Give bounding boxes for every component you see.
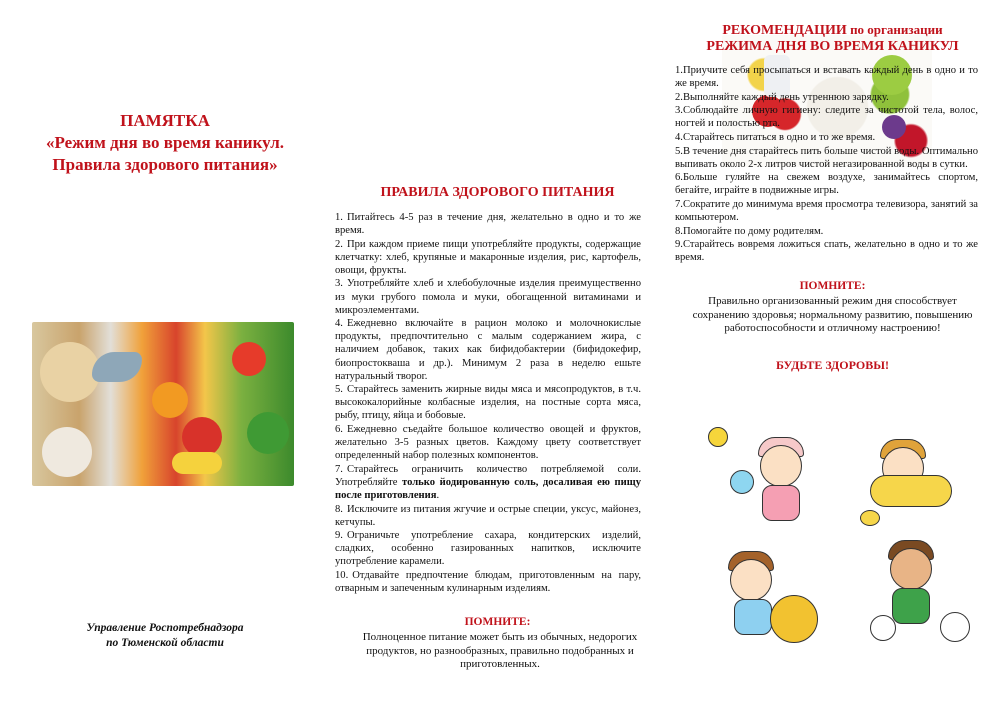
tricycle-kid-illustration [860,540,990,650]
nutrition-rule-number: 8. [335,503,343,515]
recommendations-heading [665,22,1000,55]
regime-remember-heading: ПОМНИТЕ: [799,280,866,292]
nutrition-rule-number: 6. [335,424,343,435]
regime-recommendation-number: 3. [675,105,683,117]
nutrition-rule-text: Ежедневно съедайте большое количество овощей и фруктов, желательно 3-5 разных цветов. Каждому цвету соответствует определенный набор полезных компонентов. [335,424,641,462]
nutrition-rule-text: Старайтесь заменить жирные виды мяса и мясопродуктов, в т.ч. высококалорийные колбасные изделия, на постные сорта мяса, рыбу, птицу, яйца и бобовые. [335,384,641,422]
nutrition-rule [335,383,641,422]
org-line-2: по Тюменской области [106,637,224,649]
nutrition-rule-number: 4. [335,318,343,330]
ice-cream-kid-illustration [720,425,850,535]
beach-ball-kid-illustration [710,545,840,655]
regime-recommendation-text: Сократите до минимума время просмотра телевизора, занятий за компьютером. [675,198,978,224]
organization-credit [60,621,270,651]
regime-recommendation-number: 4. [675,131,683,143]
nutrition-rule [335,463,641,502]
regime-recommendation [675,145,978,171]
regime-recommendation-number: 5. [675,145,683,157]
nutrition-rules-heading: ПРАВИЛА ЗДОРОВОГО ПИТАНИЯ [380,185,615,200]
title-line-3: Правила здорового питания» [52,155,278,174]
regime-recommendation-number: 9. [675,239,683,251]
nutrition-rule [335,569,641,595]
regime-recommendation-number: 8. [675,225,683,237]
nutrition-rule-text-cont: Употребляйте [335,476,403,488]
nutrition-rule [335,503,641,529]
nutrition-rule-text: При каждом приеме пищи употребляйте продукты, содержащие клетчатку: хлеб, крупяные и макаронные изделия, рис, картофель, овощи, фрукты. [335,238,641,276]
nutrition-rule-number: 10. [335,570,349,582]
nutrition-rule-text: Ежедневно включайте в рацион молоко и молочнокислые продукты, предпочтительно с малым содержанием жира, с наличием добавок, таких как бифидобактерии (бифидокефир, биопростокваша и др.). Минимум 2 раза в неделю ешьте натуральный творог. [335,318,641,382]
regime-recommendation [675,64,978,90]
nutrition-rule-text: Питайтесь 4-5 раз в течение дня, желательно в одно и то же время. [335,212,641,237]
recommendations-heading-main: РЕКОМЕНДАЦИИ [722,23,847,38]
regime-recommendation [675,91,978,104]
nutrition-rule [335,423,641,462]
regime-recommendation-text: Старайтесь питаться в одно и то же время. [682,131,876,143]
regime-recommendation [675,225,978,238]
nutrition-rule-text: Старайтесь ограничить количество потребляемой соли. [346,463,641,475]
regime-recommendation-number: 2. [675,91,683,103]
regime-recommendation-text: Соблюдайте личную гигиену: следите за чистотой тела, волос, ногтей и полостью рта. [675,105,978,130]
nutrition-remember-heading: ПОМНИТЕ: [464,616,531,628]
daily-regime-list [675,64,978,265]
healthy-food-photo [32,322,294,486]
nutrition-rule-number: 5. [335,384,343,396]
regime-recommendation-text: В течение дня старайтесь пить больше чистой воды. Оптимально выпивать около 2-х литров чистой негазированной воды в сутки. [675,145,978,170]
regime-recommendation [675,238,978,264]
nutrition-rules-list [335,211,641,596]
regime-recommendation [675,131,978,144]
nutrition-rule [335,238,641,277]
children-illustration [700,415,990,665]
regime-recommendation-text: Больше гуляйте на свежем воздухе, занимайтесь спортом, бегайте, играйте в подвижные игры. [675,172,978,197]
nutrition-rule-number: 2. [335,238,343,250]
nutrition-rule-number: 3. [335,278,343,290]
nutrition-remember-text: Полноценное питание может быть из обычных, недорогих продуктов, но разнообразных, правильно подобранных и приготовленных. [362,631,638,670]
recommendations-heading-line2: РЕЖИМА ДНЯ ВО ВРЕМЯ КАНИКУЛ [706,39,959,54]
title-line-1: ПАМЯТКА [120,111,210,130]
regime-recommendation-text: Приучите себя просыпаться и вставать каждый день в одно и то же время. [675,65,978,90]
nutrition-rule [335,277,641,316]
nutrition-rule-number: 7. [335,463,343,475]
left-panel [0,0,330,705]
regime-remember-text: Правильно организованный режим дня способствует сохранению здоровья; нормальному развитию, повышению работоспособности и отличному настроению! [692,295,973,334]
regime-recommendation [675,104,978,130]
be-healthy-closing: БУДЬТЕ ЗДОРОВЫ! [776,358,889,372]
nutrition-rule-text: Исключите из питания жгучие и острые специи, уксус, майонез, кетчупы. [335,503,641,528]
regime-recommendation [675,198,978,224]
nutrition-rule-text: Ограничьте употребление сахара, кондитерских изделий, сладких, особенно газированных напитков, исключите употребление карамели. [335,530,641,568]
nutrition-rule [335,317,641,382]
regime-recommendation-number: 6. [675,172,683,184]
swimming-kid-illustration [860,425,990,535]
nutrition-rule-bold-text: только йодированную соль, досаливая ею пищу после приготовления [335,476,641,501]
brochure-title [20,110,310,176]
recommendations-heading-sub: по организации [846,22,943,37]
nutrition-rule-number: 9. [335,530,343,542]
nutrition-rule [335,211,641,237]
regime-recommendation-text: Старайтесь вовремя ложиться спать, желательно в одно и то же время. [675,239,978,264]
regime-recommendation [675,171,978,197]
regime-recommendation-number: 1. [675,65,683,76]
nutrition-rule-text: Отдавайте предпочтение блюдам, приготовленным на пару, отварным и запеченным кулинарным изделиям. [335,570,641,595]
regime-recommendation-text: Помогайте по дому родителям. [682,225,824,237]
right-panel [665,0,1000,705]
title-line-2: «Режим дня во время каникул. [45,133,285,152]
nutrition-rule-text-end: . [436,489,440,501]
regime-recommendation-text: Выполняйте каждый день утреннюю зарядку. [682,91,889,103]
nutrition-rule [335,529,641,568]
middle-panel [330,0,665,705]
org-line-1: Управление Роспотребнадзора [86,622,244,634]
nutrition-rule-number: 1. [335,212,343,223]
regime-recommendation-number: 7. [675,198,683,210]
nutrition-rule-text: Употребляйте хлеб и хлебобулочные изделия преимущественно из муки грубого помола и муки, обогащенной витаминами и микроэлементами. [335,278,641,316]
